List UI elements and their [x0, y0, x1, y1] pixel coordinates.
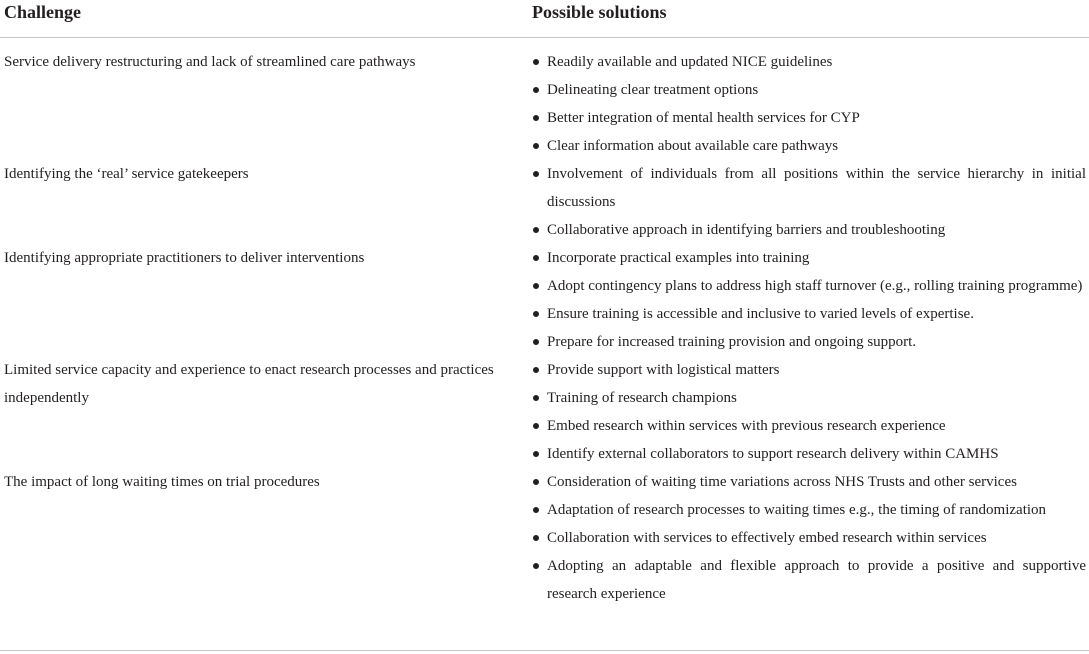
solution-item: [532, 440, 1086, 468]
header-challenge: Challenge: [4, 2, 82, 22]
solution-text: Provide support with logistical matters: [547, 362, 780, 378]
challenge-cell: The impact of long waiting times on trial procedures: [4, 474, 320, 490]
challenge-cell: Service delivery restructuring and lack of streamlined care pathways: [4, 54, 416, 70]
bullet-icon: [533, 227, 539, 233]
bullet-icon: [533, 507, 539, 513]
bullet-icon: [533, 535, 539, 541]
solution-text: Prepare for increased training provision and ongoing support.: [547, 334, 917, 350]
challenge-cell: Identifying the ‘real’ service gatekeepers: [4, 166, 249, 182]
solution-text: Incorporate practical examples into training: [547, 250, 810, 266]
solutions-list: [532, 244, 1086, 356]
table-bottom-rule: [0, 650, 1089, 651]
bullet-icon: [533, 311, 539, 317]
solution-text: Ensure training is accessible and inclusive to varied levels of expertise.: [547, 306, 974, 322]
header-possible-solutions: Possible solutions: [532, 2, 667, 22]
solution-text: Adopting an adaptable and flexible approach to provide a positive and supportive research experience: [547, 558, 1086, 602]
solution-text: Involvement of individuals from all positions within the service hierarchy in initial discussions: [547, 166, 1086, 210]
bullet-icon: [533, 395, 539, 401]
solution-item: [532, 272, 1086, 300]
table-body: [0, 48, 1089, 608]
solution-item: [532, 524, 1086, 552]
solution-text: Better integration of mental health services for CYP: [547, 110, 860, 126]
bullet-icon: [533, 451, 539, 457]
bullet-icon: [533, 143, 539, 149]
solution-text: Adopt contingency plans to address high staff turnover (e.g., rolling training programme): [547, 278, 1083, 294]
solution-item: [532, 496, 1086, 524]
bullet-icon: [533, 87, 539, 93]
table-row: [0, 160, 1089, 244]
solutions-list: [532, 356, 1086, 468]
bullet-icon: [533, 339, 539, 345]
solution-item: [532, 76, 1086, 104]
solutions-list: [532, 468, 1086, 608]
solution-item: [532, 48, 1086, 76]
table-row: [0, 48, 1089, 160]
solution-item: [532, 216, 1086, 244]
bullet-icon: [533, 171, 539, 177]
solution-item: [532, 160, 1086, 216]
bullet-icon: [533, 479, 539, 485]
solution-item: [532, 132, 1086, 160]
solution-text: Embed research within services with previous research experience: [547, 418, 946, 434]
table-row: [0, 356, 1089, 468]
bullet-icon: [533, 367, 539, 373]
bullet-icon: [533, 423, 539, 429]
solution-text: Clear information about available care pathways: [547, 138, 839, 154]
bullet-icon: [533, 283, 539, 289]
solution-item: [532, 468, 1086, 496]
challenge-cell: Limited service capacity and experience to enact research processes and practices independently: [4, 362, 494, 406]
solution-item: [532, 384, 1086, 412]
solution-item: [532, 244, 1086, 272]
bullet-icon: [533, 59, 539, 65]
solution-text: Collaboration with services to effectively embed research within services: [547, 530, 987, 546]
solution-text: Readily available and updated NICE guidelines: [547, 54, 833, 70]
solution-text: Collaborative approach in identifying barriers and troubleshooting: [547, 222, 946, 238]
solution-text: Consideration of waiting time variations across NHS Trusts and other services: [547, 474, 1017, 490]
solution-item: [532, 552, 1086, 608]
challenge-cell: Identifying appropriate practitioners to deliver interventions: [4, 250, 365, 266]
solution-item: [532, 104, 1086, 132]
solution-text: Delineating clear treatment options: [547, 82, 759, 98]
table-row: [0, 244, 1089, 356]
solution-item: [532, 412, 1086, 440]
table-row: [0, 468, 1089, 608]
solution-text: Identify external collaborators to support research delivery within CAMHS: [547, 446, 999, 462]
bullet-icon: [533, 563, 539, 569]
solutions-list: [532, 160, 1086, 244]
solution-item: [532, 328, 1086, 356]
solutions-list: [532, 48, 1086, 160]
bullet-icon: [533, 115, 539, 121]
solution-text: Adaptation of research processes to waiting times e.g., the timing of randomization: [547, 502, 1047, 518]
solution-item: [532, 356, 1086, 384]
solution-text: Training of research champions: [547, 390, 737, 406]
bullet-icon: [533, 255, 539, 261]
table-header: [0, 0, 1089, 38]
solution-item: [532, 300, 1086, 328]
